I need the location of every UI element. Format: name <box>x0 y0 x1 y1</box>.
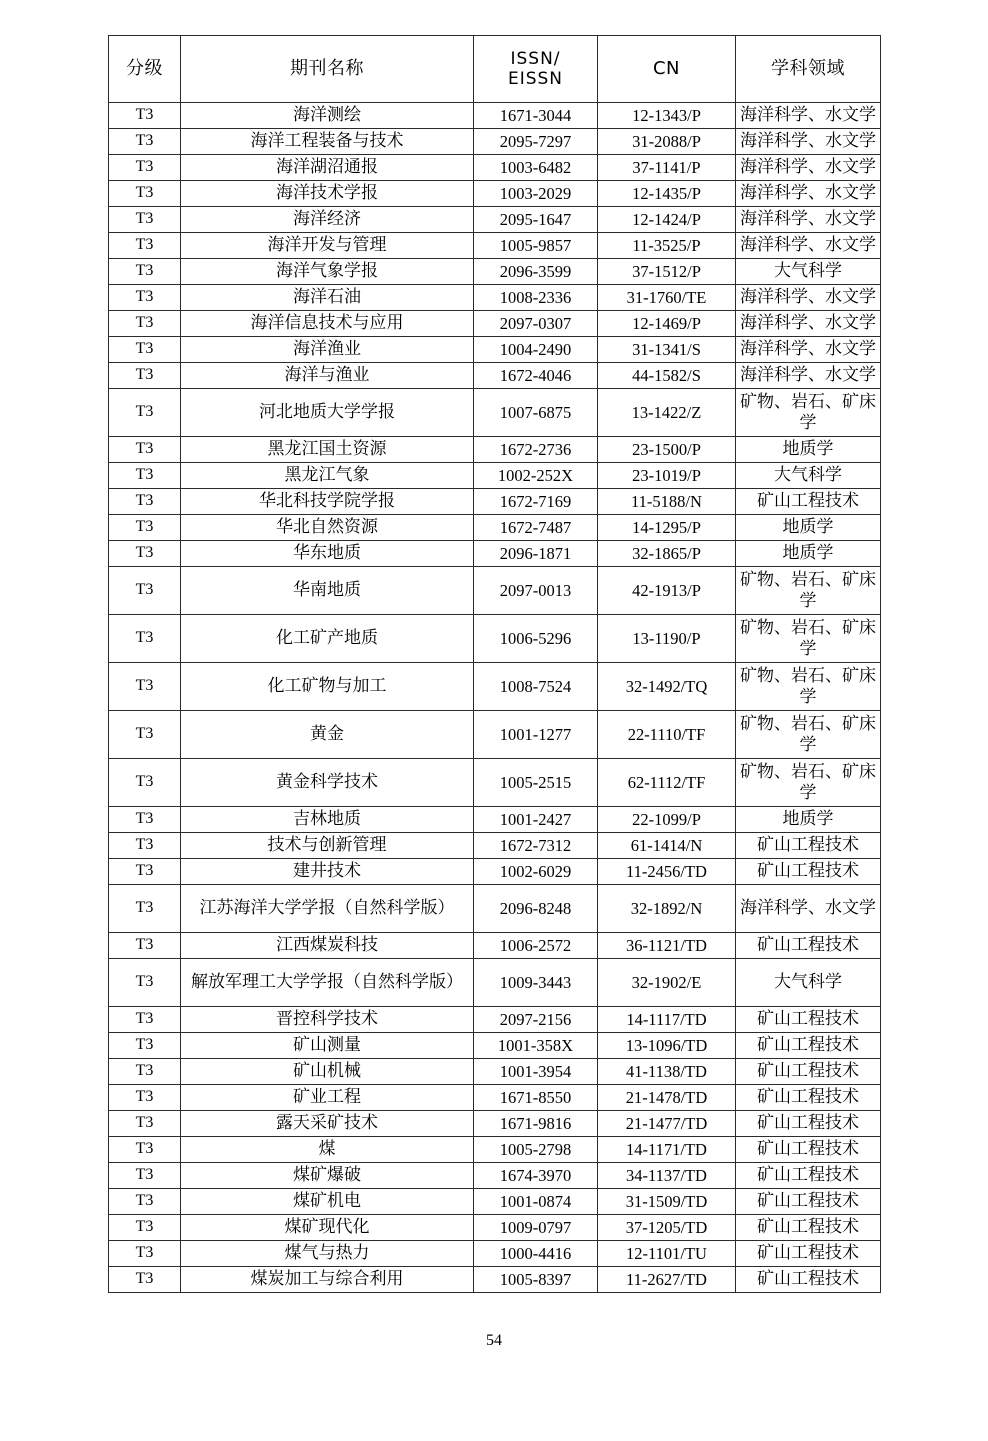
cell-cn: 21-1478/TD <box>598 1085 736 1111</box>
cell-issn: 2095-7297 <box>474 129 598 155</box>
cell-issn: 1671-9816 <box>474 1111 598 1137</box>
cell-subject: 地质学 <box>736 515 881 541</box>
cell-issn: 1001-358X <box>474 1033 598 1059</box>
cell-cn: 36-1121/TD <box>598 933 736 959</box>
header-row <box>109 36 881 103</box>
cell-subject: 大气科学 <box>736 259 881 285</box>
cell-issn: 1006-2572 <box>474 933 598 959</box>
table-row <box>109 1163 881 1189</box>
cell-cn: 37-1141/P <box>598 155 736 181</box>
cell-grade: T3 <box>109 1137 181 1163</box>
cell-issn: 1008-2336 <box>474 285 598 311</box>
cell-issn: 2095-1647 <box>474 207 598 233</box>
column-header-issn <box>474 36 598 103</box>
cell-name: 海洋石油 <box>181 285 474 311</box>
cell-cn: 11-2627/TD <box>598 1267 736 1293</box>
table-row <box>109 885 881 933</box>
cell-name: 化工矿物与加工 <box>181 663 474 711</box>
cell-name: 海洋测绘 <box>181 103 474 129</box>
cell-name: 海洋渔业 <box>181 337 474 363</box>
cell-grade: T3 <box>109 311 181 337</box>
cell-grade: T3 <box>109 515 181 541</box>
cell-subject: 矿山工程技术 <box>736 1085 881 1111</box>
cell-subject: 矿山工程技术 <box>736 933 881 959</box>
cell-cn: 31-1509/TD <box>598 1189 736 1215</box>
cell-subject: 地质学 <box>736 437 881 463</box>
cell-subject: 地质学 <box>736 807 881 833</box>
cell-subject: 矿物、岩石、矿床学 <box>736 567 881 615</box>
cell-cn: 12-1101/TU <box>598 1241 736 1267</box>
cell-subject: 海洋科学、水文学 <box>736 181 881 207</box>
table-row <box>109 663 881 711</box>
column-header-issn-line2: EISSN <box>507 69 564 89</box>
cell-subject: 矿山工程技术 <box>736 833 881 859</box>
cell-issn: 1671-3044 <box>474 103 598 129</box>
cell-name: 海洋技术学报 <box>181 181 474 207</box>
cell-subject: 矿山工程技术 <box>736 489 881 515</box>
cell-grade: T3 <box>109 389 181 437</box>
cell-name: 海洋开发与管理 <box>181 233 474 259</box>
table-row <box>109 1033 881 1059</box>
cell-name: 河北地质大学学报 <box>181 389 474 437</box>
cell-subject: 矿山工程技术 <box>736 1111 881 1137</box>
cell-name: 华南地质 <box>181 567 474 615</box>
cell-issn: 1672-7169 <box>474 489 598 515</box>
cell-grade: T3 <box>109 615 181 663</box>
cell-subject: 矿山工程技术 <box>736 1163 881 1189</box>
cell-cn: 14-1117/TD <box>598 1007 736 1033</box>
cell-issn: 2096-8248 <box>474 885 598 933</box>
table-row <box>109 1241 881 1267</box>
cell-grade: T3 <box>109 1059 181 1085</box>
cell-name: 矿山机械 <box>181 1059 474 1085</box>
cell-issn: 1002-6029 <box>474 859 598 885</box>
table-row <box>109 515 881 541</box>
cell-grade: T3 <box>109 541 181 567</box>
cell-subject: 大气科学 <box>736 463 881 489</box>
table-header <box>109 36 881 103</box>
cell-name: 煤气与热力 <box>181 1241 474 1267</box>
table-row <box>109 615 881 663</box>
cell-grade: T3 <box>109 833 181 859</box>
cell-issn: 2096-1871 <box>474 541 598 567</box>
table-row <box>109 807 881 833</box>
cell-cn: 37-1512/P <box>598 259 736 285</box>
table-row <box>109 1085 881 1111</box>
cell-grade: T3 <box>109 437 181 463</box>
column-header-subject: 学科领域 <box>736 36 881 103</box>
cell-issn: 1005-2515 <box>474 759 598 807</box>
cell-grade: T3 <box>109 859 181 885</box>
cell-cn: 13-1422/Z <box>598 389 736 437</box>
table-row <box>109 181 881 207</box>
cell-grade: T3 <box>109 259 181 285</box>
cell-cn: 41-1138/TD <box>598 1059 736 1085</box>
table-row <box>109 1111 881 1137</box>
cell-name: 海洋气象学报 <box>181 259 474 285</box>
cell-grade: T3 <box>109 155 181 181</box>
cell-subject: 矿山工程技术 <box>736 1215 881 1241</box>
cell-grade: T3 <box>109 233 181 259</box>
table-row <box>109 489 881 515</box>
cell-name: 技术与创新管理 <box>181 833 474 859</box>
cell-subject: 矿物、岩石、矿床学 <box>736 711 881 759</box>
cell-subject: 矿山工程技术 <box>736 1189 881 1215</box>
cell-cn: 23-1500/P <box>598 437 736 463</box>
cell-subject: 矿山工程技术 <box>736 1059 881 1085</box>
cell-grade: T3 <box>109 207 181 233</box>
cell-cn: 61-1414/N <box>598 833 736 859</box>
cell-grade: T3 <box>109 959 181 1007</box>
cell-grade: T3 <box>109 567 181 615</box>
table-row <box>109 1267 881 1293</box>
cell-name: 华北自然资源 <box>181 515 474 541</box>
table-row <box>109 1007 881 1033</box>
cell-cn: 21-1477/TD <box>598 1111 736 1137</box>
cell-issn: 1005-8397 <box>474 1267 598 1293</box>
cell-grade: T3 <box>109 933 181 959</box>
cell-subject: 矿山工程技术 <box>736 1267 881 1293</box>
cell-issn: 2096-3599 <box>474 259 598 285</box>
column-header-issn-line1: ISSN/ <box>510 48 561 69</box>
cell-issn: 1001-2427 <box>474 807 598 833</box>
cell-cn: 23-1019/P <box>598 463 736 489</box>
cell-issn: 1001-1277 <box>474 711 598 759</box>
cell-grade: T3 <box>109 463 181 489</box>
cell-subject: 海洋科学、水文学 <box>736 363 881 389</box>
cell-cn: 11-2456/TD <box>598 859 736 885</box>
journal-catalogue-table <box>108 35 881 1293</box>
cell-cn: 11-5188/N <box>598 489 736 515</box>
cell-issn: 1672-7487 <box>474 515 598 541</box>
table-row <box>109 311 881 337</box>
cell-name: 华北科技学院学报 <box>181 489 474 515</box>
cell-subject: 海洋科学、水文学 <box>736 129 881 155</box>
cell-name: 海洋经济 <box>181 207 474 233</box>
cell-cn: 11-3525/P <box>598 233 736 259</box>
cell-cn: 31-1341/S <box>598 337 736 363</box>
cell-name: 江西煤炭科技 <box>181 933 474 959</box>
cell-cn: 13-1190/P <box>598 615 736 663</box>
cell-issn: 1672-7312 <box>474 833 598 859</box>
table-row <box>109 363 881 389</box>
table-row <box>109 389 881 437</box>
cell-issn: 1671-8550 <box>474 1085 598 1111</box>
cell-subject: 矿山工程技术 <box>736 1033 881 1059</box>
cell-issn: 1009-3443 <box>474 959 598 1007</box>
cell-name: 煤 <box>181 1137 474 1163</box>
cell-issn: 1007-6875 <box>474 389 598 437</box>
cell-subject: 大气科学 <box>736 959 881 1007</box>
cell-grade: T3 <box>109 1111 181 1137</box>
cell-subject: 海洋科学、水文学 <box>736 207 881 233</box>
table-row <box>109 1059 881 1085</box>
table-row <box>109 259 881 285</box>
cell-name: 海洋与渔业 <box>181 363 474 389</box>
cell-grade: T3 <box>109 663 181 711</box>
cell-cn: 12-1469/P <box>598 311 736 337</box>
table-row <box>109 437 881 463</box>
cell-issn: 1001-3954 <box>474 1059 598 1085</box>
cell-grade: T3 <box>109 759 181 807</box>
cell-cn: 22-1110/TF <box>598 711 736 759</box>
table-row <box>109 463 881 489</box>
cell-cn: 14-1295/P <box>598 515 736 541</box>
cell-issn: 2097-2156 <box>474 1007 598 1033</box>
cell-issn: 1674-3970 <box>474 1163 598 1189</box>
cell-grade: T3 <box>109 1163 181 1189</box>
cell-issn: 1009-0797 <box>474 1215 598 1241</box>
cell-name: 黑龙江气象 <box>181 463 474 489</box>
table-row <box>109 129 881 155</box>
cell-name: 黄金 <box>181 711 474 759</box>
cell-name: 华东地质 <box>181 541 474 567</box>
cell-grade: T3 <box>109 711 181 759</box>
cell-grade: T3 <box>109 181 181 207</box>
table-row <box>109 541 881 567</box>
table-row <box>109 337 881 363</box>
cell-issn: 1004-2490 <box>474 337 598 363</box>
cell-subject: 矿山工程技术 <box>736 1137 881 1163</box>
cell-subject: 海洋科学、水文学 <box>736 233 881 259</box>
table-row <box>109 285 881 311</box>
cell-subject: 海洋科学、水文学 <box>736 885 881 933</box>
cell-name: 黄金科学技术 <box>181 759 474 807</box>
cell-issn: 1002-252X <box>474 463 598 489</box>
cell-subject: 地质学 <box>736 541 881 567</box>
table-row <box>109 711 881 759</box>
table-row <box>109 103 881 129</box>
cell-grade: T3 <box>109 1267 181 1293</box>
cell-issn: 1005-2798 <box>474 1137 598 1163</box>
cell-issn: 2097-0307 <box>474 311 598 337</box>
cell-cn: 14-1171/TD <box>598 1137 736 1163</box>
cell-issn: 1003-2029 <box>474 181 598 207</box>
cell-grade: T3 <box>109 1241 181 1267</box>
cell-grade: T3 <box>109 489 181 515</box>
table-row <box>109 859 881 885</box>
cell-grade: T3 <box>109 129 181 155</box>
cell-subject: 矿山工程技术 <box>736 859 881 885</box>
cell-grade: T3 <box>109 1215 181 1241</box>
column-header-name: 期刊名称 <box>181 36 474 103</box>
column-header-grade: 分级 <box>109 36 181 103</box>
cell-grade: T3 <box>109 337 181 363</box>
cell-cn: 12-1424/P <box>598 207 736 233</box>
cell-subject: 海洋科学、水文学 <box>736 155 881 181</box>
cell-grade: T3 <box>109 1007 181 1033</box>
cell-name: 海洋信息技术与应用 <box>181 311 474 337</box>
table-row <box>109 233 881 259</box>
cell-cn: 12-1343/P <box>598 103 736 129</box>
table-row <box>109 567 881 615</box>
cell-name: 煤矿爆破 <box>181 1163 474 1189</box>
cell-subject: 矿山工程技术 <box>736 1241 881 1267</box>
cell-cn: 32-1892/N <box>598 885 736 933</box>
cell-cn: 12-1435/P <box>598 181 736 207</box>
cell-cn: 42-1913/P <box>598 567 736 615</box>
cell-subject: 矿物、岩石、矿床学 <box>736 663 881 711</box>
cell-name: 海洋湖沼通报 <box>181 155 474 181</box>
column-header-cn: CN <box>598 36 736 103</box>
cell-name: 矿山测量 <box>181 1033 474 1059</box>
page-number: 54 <box>486 1332 502 1349</box>
table-row <box>109 207 881 233</box>
cell-grade: T3 <box>109 1189 181 1215</box>
table-row <box>109 1137 881 1163</box>
cell-name: 黑龙江国土资源 <box>181 437 474 463</box>
cell-subject: 海洋科学、水文学 <box>736 311 881 337</box>
cell-grade: T3 <box>109 807 181 833</box>
cell-subject: 海洋科学、水文学 <box>736 103 881 129</box>
cell-subject: 矿物、岩石、矿床学 <box>736 615 881 663</box>
table-row <box>109 833 881 859</box>
cell-name: 化工矿产地质 <box>181 615 474 663</box>
cell-cn: 31-2088/P <box>598 129 736 155</box>
table-row <box>109 759 881 807</box>
cell-cn: 44-1582/S <box>598 363 736 389</box>
cell-name: 晋控科学技术 <box>181 1007 474 1033</box>
cell-grade: T3 <box>109 1085 181 1111</box>
cell-cn: 31-1760/TE <box>598 285 736 311</box>
cell-name: 煤矿机电 <box>181 1189 474 1215</box>
cell-name: 煤矿现代化 <box>181 1215 474 1241</box>
cell-name: 建井技术 <box>181 859 474 885</box>
cell-cn: 62-1112/TF <box>598 759 736 807</box>
table-row <box>109 155 881 181</box>
cell-subject: 矿物、岩石、矿床学 <box>736 389 881 437</box>
cell-grade: T3 <box>109 363 181 389</box>
cell-subject: 海洋科学、水文学 <box>736 337 881 363</box>
cell-subject: 矿物、岩石、矿床学 <box>736 759 881 807</box>
cell-cn: 37-1205/TD <box>598 1215 736 1241</box>
table-body <box>109 103 881 1293</box>
cell-grade: T3 <box>109 885 181 933</box>
cell-subject: 海洋科学、水文学 <box>736 285 881 311</box>
cell-issn: 2097-0013 <box>474 567 598 615</box>
cell-issn: 1001-0874 <box>474 1189 598 1215</box>
cell-issn: 1672-4046 <box>474 363 598 389</box>
cell-cn: 32-1492/TQ <box>598 663 736 711</box>
cell-name: 海洋工程装备与技术 <box>181 129 474 155</box>
cell-name: 矿业工程 <box>181 1085 474 1111</box>
cell-cn: 32-1865/P <box>598 541 736 567</box>
cell-name: 煤炭加工与综合利用 <box>181 1267 474 1293</box>
cell-cn: 32-1902/E <box>598 959 736 1007</box>
cell-name: 吉林地质 <box>181 807 474 833</box>
cell-issn: 1672-2736 <box>474 437 598 463</box>
cell-name: 江苏海洋大学学报（自然科学版） <box>181 885 474 933</box>
table-row <box>109 959 881 1007</box>
cell-grade: T3 <box>109 285 181 311</box>
table-row <box>109 1215 881 1241</box>
cell-issn: 1000-4416 <box>474 1241 598 1267</box>
cell-grade: T3 <box>109 1033 181 1059</box>
cell-name: 解放军理工大学学报（自然科学版） <box>181 959 474 1007</box>
cell-cn: 34-1137/TD <box>598 1163 736 1189</box>
cell-issn: 1006-5296 <box>474 615 598 663</box>
cell-cn: 22-1099/P <box>598 807 736 833</box>
table-row <box>109 1189 881 1215</box>
cell-cn: 13-1096/TD <box>598 1033 736 1059</box>
cell-issn: 1003-6482 <box>474 155 598 181</box>
cell-issn: 1008-7524 <box>474 663 598 711</box>
table-row <box>109 933 881 959</box>
cell-name: 露天采矿技术 <box>181 1111 474 1137</box>
cell-grade: T3 <box>109 103 181 129</box>
cell-issn: 1005-9857 <box>474 233 598 259</box>
cell-subject: 矿山工程技术 <box>736 1007 881 1033</box>
